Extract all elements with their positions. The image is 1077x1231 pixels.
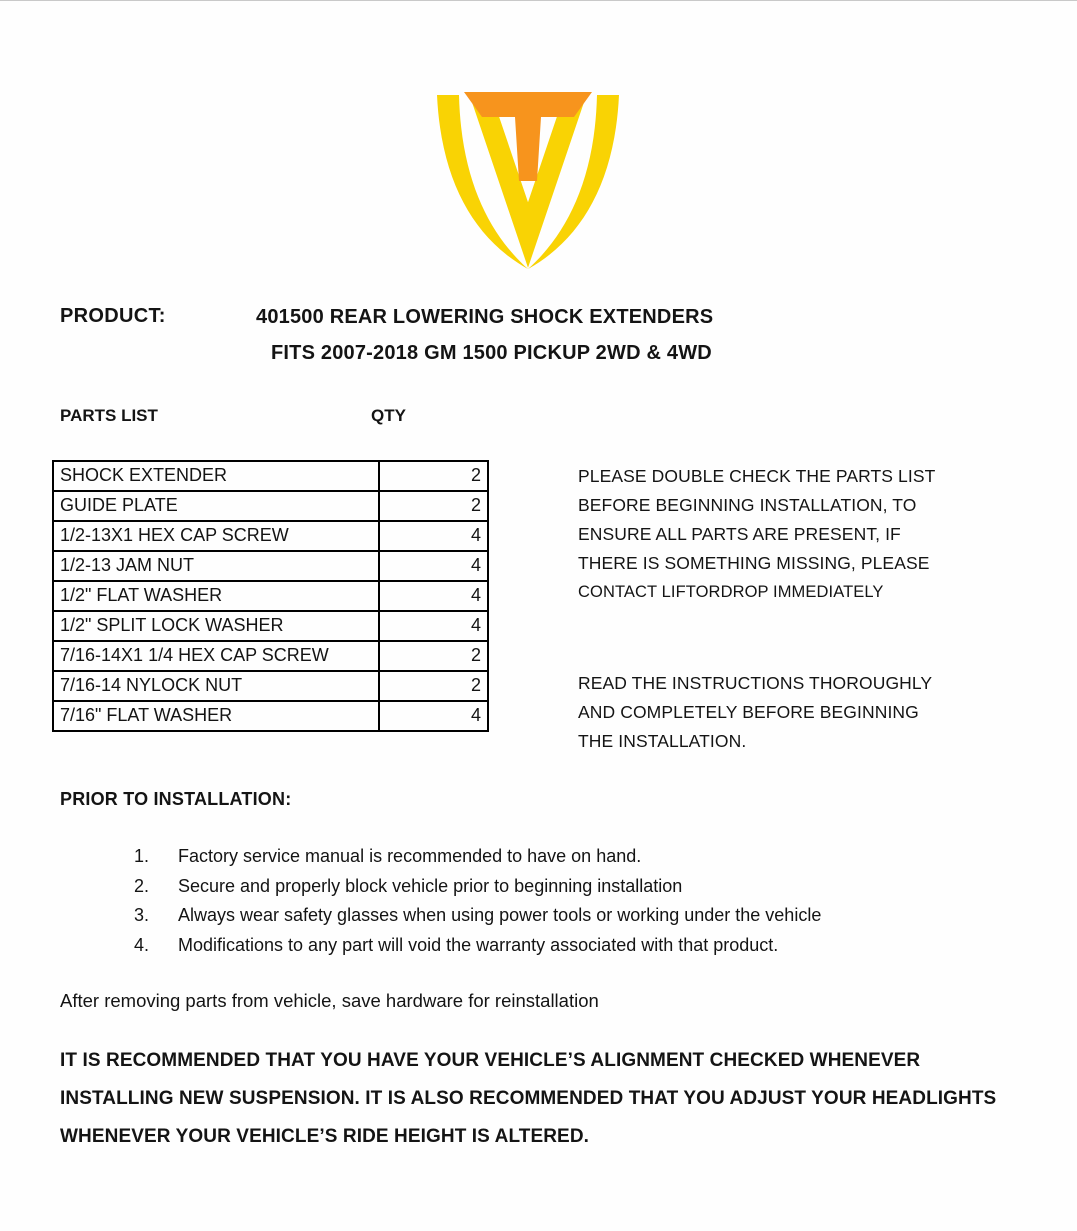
step-text: Factory service manual is recommended to have on hand. (178, 846, 642, 866)
note-line: PLEASE DOUBLE CHECK THE PARTS LIST (578, 466, 936, 486)
part-qty-cell: 4 (379, 521, 488, 551)
part-qty-cell: 2 (379, 491, 488, 521)
part-qty-cell: 4 (379, 611, 488, 641)
step-number: 3. (134, 905, 150, 925)
parts-check-note (578, 462, 935, 607)
alignment-warning-text: IT IS RECOMMENDED THAT YOU HAVE YOUR VEHICLE’S ALIGNMENT CHECKED WHENEVER INSTALLING NEW SUSPENSION. IT IS ALSO RECOMMENDED THAT YOU ADJUST YOUR HEADLIGHTS WHENEVER YOUR VEHICLE’S RIDE HEIGHT IS ALTERED. (60, 1050, 997, 1147)
step-number: 4. (134, 934, 150, 955)
parts-list-heading: PARTS LIST (60, 406, 158, 425)
part-qty-cell: 2 (379, 671, 488, 701)
part-name-cell: SHOCK EXTENDER (53, 461, 379, 491)
install-step (134, 872, 821, 902)
note-line: BEFORE BEGINNING INSTALLATION, TO (578, 495, 917, 515)
part-name-cell: 7/16-14 NYLOCK NUT (53, 671, 379, 701)
note-line: THERE IS SOMETHING MISSING, PLEASE (578, 553, 930, 573)
read-instructions-note (578, 669, 932, 756)
table-row (53, 611, 488, 641)
table-row (53, 551, 488, 581)
table-row (53, 521, 488, 551)
step-text: Secure and properly block vehicle prior to beginning installation (178, 875, 683, 896)
part-qty-cell: 2 (379, 461, 488, 491)
part-name-cell: GUIDE PLATE (53, 491, 379, 521)
step-text: Always wear safety glasses when using power tools or working under the vehicle (178, 905, 822, 925)
save-hardware-note: After removing parts from vehicle, save hardware for reinstallation (60, 990, 599, 1011)
table-row (53, 491, 488, 521)
step-text: Modifications to any part will void the warranty associated with that product. (178, 934, 779, 955)
install-step (134, 931, 821, 961)
brand-logo-icon (428, 87, 628, 275)
part-qty-cell: 4 (379, 701, 488, 731)
table-row (53, 461, 488, 491)
part-name-cell: 1/2-13 JAM NUT (53, 551, 379, 581)
note-line: READ THE INSTRUCTIONS THOROUGHLY (578, 673, 933, 693)
table-row (53, 581, 488, 611)
shield-m-icon (428, 87, 628, 275)
part-name-cell: 1/2" FLAT WASHER (53, 581, 379, 611)
part-qty-cell: 2 (379, 641, 488, 671)
install-step (134, 901, 821, 931)
parts-table (52, 460, 489, 732)
note-line: THE INSTALLATION. (578, 731, 747, 751)
product-title-line1: 401500 REAR LOWERING SHOCK EXTENDERS (256, 306, 714, 328)
table-row (53, 641, 488, 671)
install-steps-list (134, 842, 821, 960)
part-name-cell: 1/2-13X1 HEX CAP SCREW (53, 521, 379, 551)
table-row (53, 701, 488, 731)
note-line: AND COMPLETELY BEFORE BEGINNING (578, 702, 919, 722)
prior-installation-heading: PRIOR TO INSTALLATION: (60, 789, 292, 809)
note-line: ENSURE ALL PARTS ARE PRESENT, IF (578, 524, 901, 544)
step-number: 2. (134, 875, 150, 896)
table-row (53, 671, 488, 701)
product-label: PRODUCT: (60, 305, 166, 327)
install-step (134, 842, 821, 872)
part-name-cell: 7/16" FLAT WASHER (53, 701, 379, 731)
step-number: 1. (134, 846, 150, 866)
part-qty-cell: 4 (379, 581, 488, 611)
part-name-cell: 1/2" SPLIT LOCK WASHER (53, 611, 379, 641)
part-qty-cell: 4 (379, 551, 488, 581)
product-title-line2: FITS 2007-2018 GM 1500 PICKUP 2WD & 4WD (271, 342, 712, 364)
qty-heading: QTY (371, 406, 406, 425)
part-name-cell: 7/16-14X1 1/4 HEX CAP SCREW (53, 641, 379, 671)
note-line: CONTACT LIFTORDROP IMMEDIATELY (578, 583, 884, 601)
